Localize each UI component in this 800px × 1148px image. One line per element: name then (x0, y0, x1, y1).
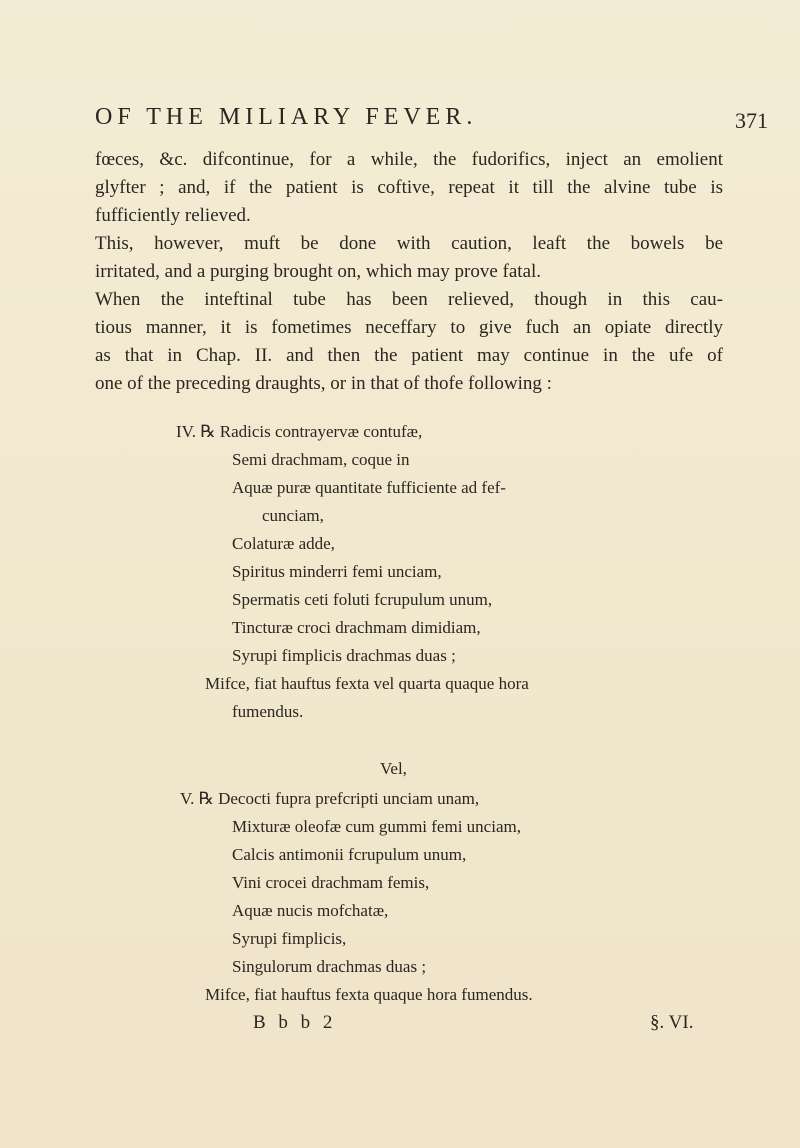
paragraph-line: as that in Chap. II. and then the patient may continue in the ufe of (95, 345, 723, 366)
recipe-v-line: Vini crocei drachmam femis, (232, 873, 430, 892)
recipe-v-line: Singulorum drachmas duas ; (232, 957, 427, 976)
paragraph-line: glyfter ; and, if the patient is coftive, repeat it till the alvine tube is (95, 177, 723, 198)
paragraph-line: This, however, muft be done with caution, leaft the bowels be (95, 233, 723, 254)
recipe-iv-line: Semi drachmam, coque in (232, 450, 410, 469)
page-number: 371 (735, 108, 768, 133)
paragraph-line: fufficiently relieved. (95, 205, 251, 226)
paragraph-line: one of the preceding draughts, or in that of thofe following : (95, 373, 552, 394)
paragraph-line: When the inteftinal tube has been relieved, though in this cau- (95, 289, 723, 310)
recipe-iv-line: Tincturæ croci drachmam dimidiam, (232, 618, 481, 637)
recipe-iv-heading: IV. ℞ Radicis contrayervæ contufæ, (176, 422, 423, 441)
recipe-iv-line: Syrupi fimplicis drachmas duas ; (232, 646, 456, 665)
paragraph-line: fœces, &c. difcontinue, for a while, the fudorifics, inject an emolient (95, 149, 723, 170)
paragraph-line: irritated, and a purging brought on, which may prove fatal. (95, 261, 542, 282)
recipe-v-line: Mixturæ oleofæ cum gummi femi unciam, (232, 817, 521, 836)
recipe-iv-line: Aquæ puræ quantitate fufficiente ad fef- (232, 478, 506, 497)
catchword: §. VI. (650, 1012, 694, 1033)
recipe-iv-line: Spiritus minderri femi unciam, (232, 562, 442, 581)
signature-mark: B b b 2 (253, 1012, 337, 1033)
recipe-v-line: Aquæ nucis mofchatæ, (232, 901, 389, 920)
recipe-v-heading: V. ℞ Decocti fupra prefcripti unciam unam, (180, 789, 480, 808)
recipe-iv-line: cunciam, (262, 506, 324, 525)
recipe-iv-line: fumendus. (232, 702, 304, 721)
recipe-v-line: Calcis antimonii fcrupulum unum, (232, 845, 467, 864)
recipe-iv-line: Spermatis ceti foluti fcrupulum unum, (232, 590, 493, 609)
running-title: OF THE MILIARY FEVER. (95, 104, 478, 130)
recipe-iv-line: Colaturæ adde, (232, 534, 335, 553)
recipe-v-line: Syrupi fimplicis, (232, 929, 347, 948)
paragraph-line: tious manner, it is fometimes neceffary to give fuch an opiate directly (95, 317, 723, 338)
recipe-iv-line: Mifce, fiat hauftus fexta vel quarta quaque hora (205, 674, 529, 693)
vel-divider: Vel, (380, 759, 407, 778)
recipe-v-line: Mifce, fiat hauftus fexta quaque hora fumendus. (205, 985, 533, 1004)
